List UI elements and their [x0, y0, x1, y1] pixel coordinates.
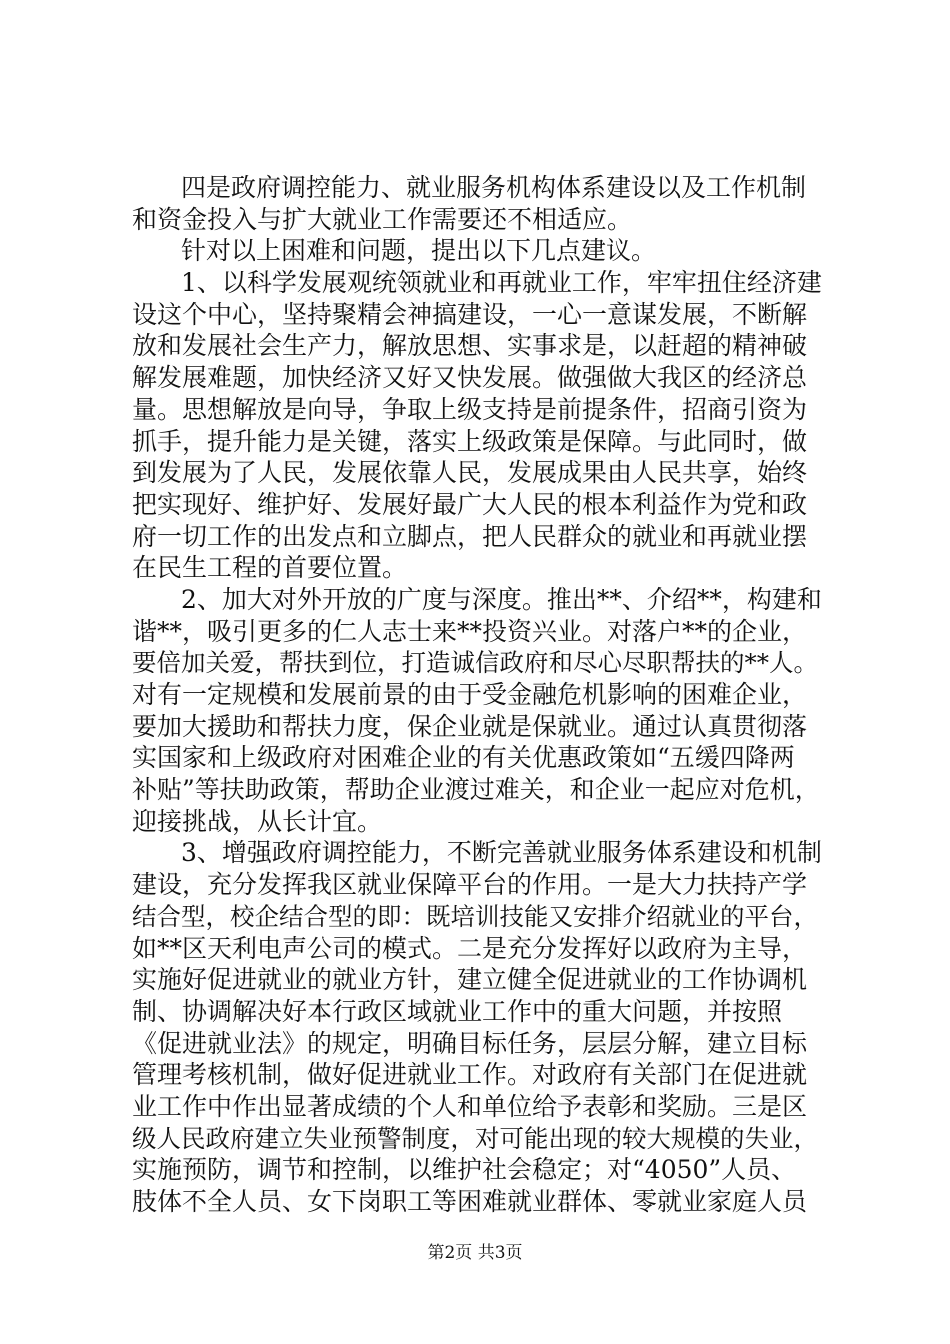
text-line: 实施预防，调节和控制，以维护社会稳定；对“4050”人员、 — [132, 1155, 797, 1185]
text-line: 级人民政府建立失业预警制度，对可能出现的较大规模的失业， — [132, 1123, 818, 1153]
text-line: 量。思想解放是向导，争取上级支持是前提条件，招商引资为 — [132, 394, 808, 424]
text-line: 解发展难题，加快经济又好又快发展。做强做大我区的经济总 — [132, 363, 808, 393]
text-line: 抓手，提升能力是关键，落实上级政策是保障。与此同时，做 — [132, 426, 808, 456]
text-line: 3、增强政府调控能力，不断完善就业服务体系建设和机制 — [181, 838, 822, 868]
text-line: 建设，充分发挥我区就业保障平台的作用。一是大力扶持产学 — [132, 870, 808, 900]
text-line: 把实现好、维护好、发展好最广大人民的根本利益作为党和政 — [132, 489, 808, 519]
text-line: 府一切工作的出发点和立脚点，把人民群众的就业和再就业摆 — [132, 521, 808, 551]
text-line: 要倍加关爱，帮扶到位，打造诚信政府和尽心尽职帮扶的**人。 — [132, 648, 818, 678]
text-line: 对有一定规模和发展前景的由于受金融危机影响的困难企业， — [132, 680, 808, 709]
text-line: 1、以科学发展观统领就业和再就业工作，牢牢扭住经济建 — [181, 268, 822, 298]
text-line: 2、加大对外开放的广度与深度。推出**、介绍**，构建和 — [181, 584, 822, 614]
document-body — [132, 172, 832, 1218]
text-line: 管理考核机制，做好促进就业工作。对政府有关部门在促进就 — [132, 1060, 808, 1090]
text-line: 制、协调解决好本行政区域就业工作中的重大问题，并按照 — [132, 996, 783, 1026]
text-line: 肢体不全人员、女下岗职工等困难就业群体、零就业家庭人员 — [132, 1187, 808, 1216]
text-line: 针对以上困难和问题，提出以下几点建议。 — [181, 236, 657, 266]
text-line: 业工作中作出显著成绩的个人和单位给予表彰和奖励。三是区 — [132, 1091, 808, 1121]
text-line: 设这个中心，坚持聚精会神搞建设，一心一意谋发展，不断解 — [132, 299, 808, 329]
text-line: 补贴”等扶助政策，帮助企业渡过难关，和企业一起应对危机， — [132, 775, 820, 805]
text-line: 和资金投入与扩大就业工作需要还不相适应。 — [132, 204, 633, 234]
text-line: 如**区天利电声公司的模式。二是充分发挥好以政府为主导， — [132, 933, 808, 963]
text-line: 在民生工程的首要位置。 — [132, 553, 408, 583]
text-line: 谐**，吸引更多的仁人志士来**投资兴业。对落户**的企业， — [132, 616, 808, 646]
page-number-footer: 第2页 共3页 — [427, 1243, 523, 1263]
text-line: 到发展为了人民，发展依靠人民，发展成果由人民共享，始终 — [132, 458, 808, 488]
text-line: 结合型，校企结合型的即：既培训技能又安排介绍就业的平台， — [132, 901, 818, 931]
text-line: 实施好促进就业的就业方针，建立健全促进就业的工作协调机 — [132, 965, 808, 995]
text-line: 迎接挑战，从长计宜。 — [132, 806, 383, 836]
text-line: 《促进就业法》的规定，明确目标任务，层层分解，建立目标 — [132, 1028, 808, 1058]
text-line: 四是政府调控能力、就业服务机构体系建设以及工作机制 — [181, 173, 807, 202]
text-line: 放和发展社会生产力，解放思想、实事求是，以赶超的精神破 — [132, 331, 808, 361]
text-line: 要加大援助和帮扶力度，保企业就是保就业。通过认真贯彻落 — [132, 711, 808, 741]
text-line: 实国家和上级政府对困难企业的有关优惠政策如“五缓四降两 — [132, 743, 795, 773]
